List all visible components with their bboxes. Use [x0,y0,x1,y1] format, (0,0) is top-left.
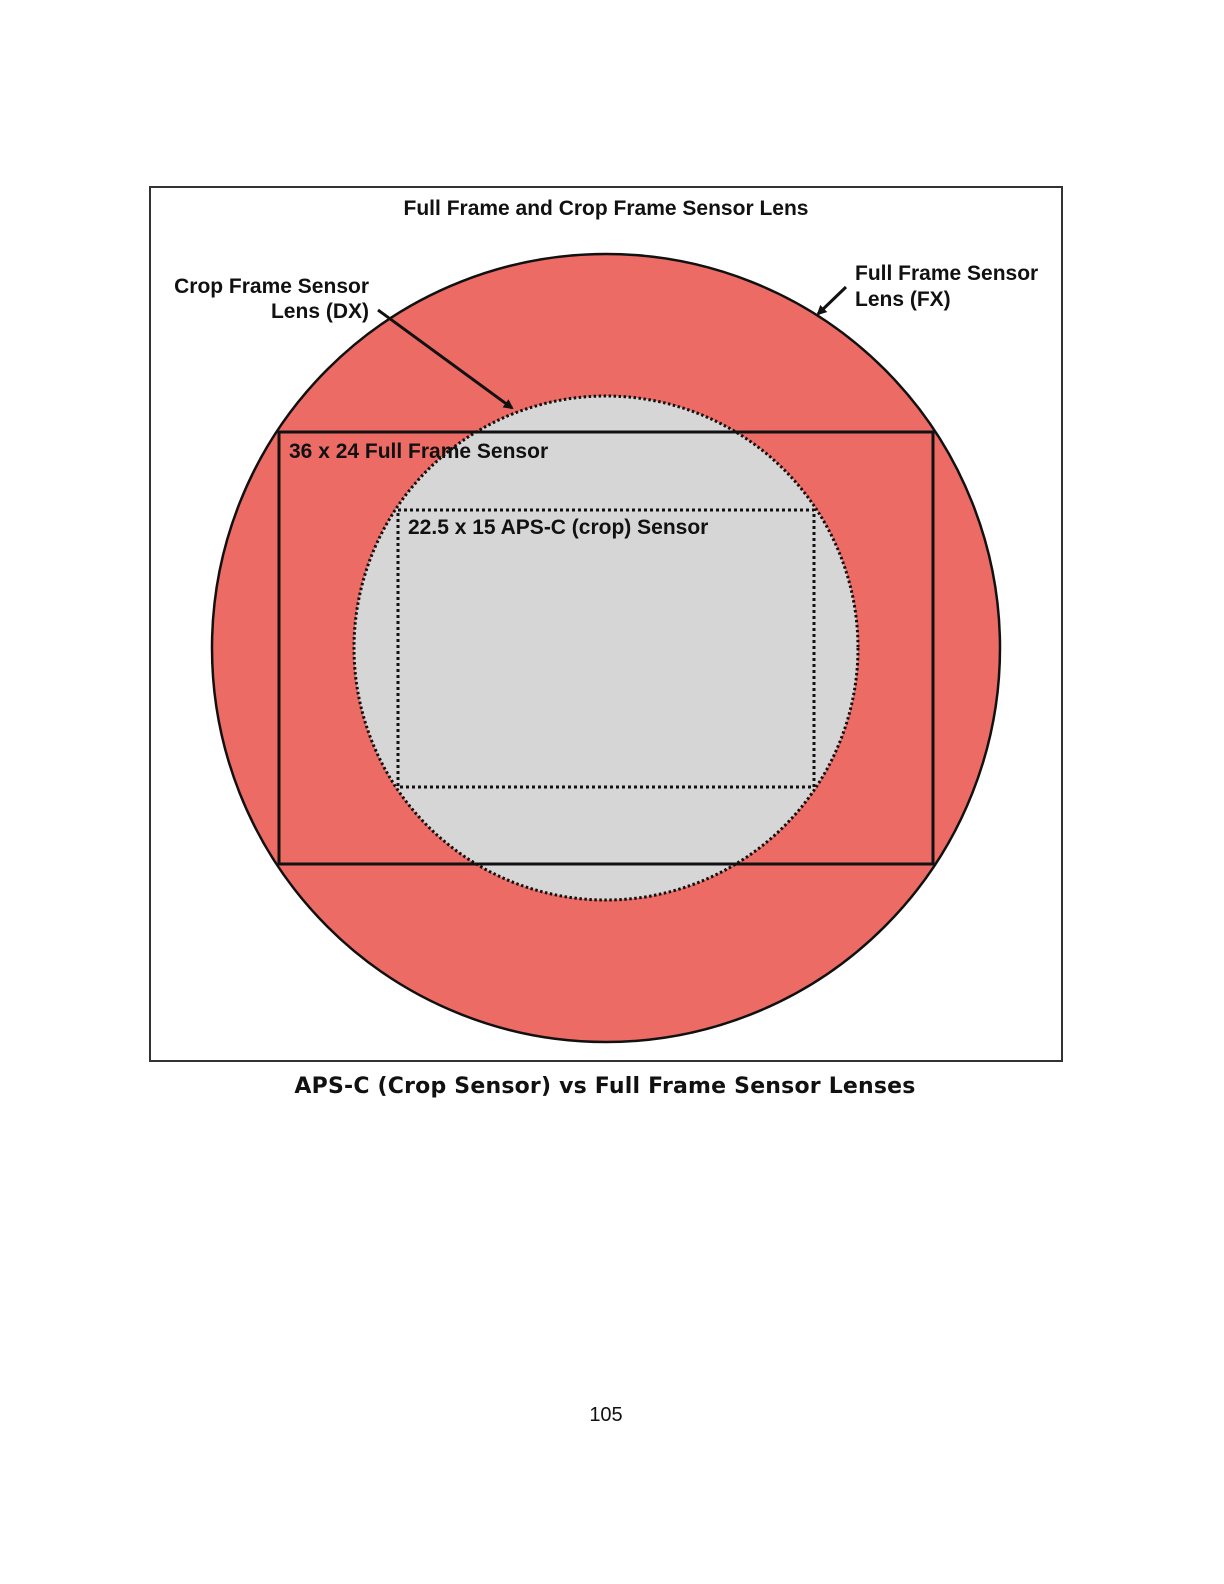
page-number: 105 [589,1404,623,1426]
crop-lens-label-line1: Crop Frame Sensor [174,275,369,298]
crop-lens-label-line2: Lens (DX) [270,300,369,323]
full-frame-sensor-label: 36 x 24 Full Frame Sensor [289,440,549,463]
full-lens-label-line1: Full Frame Sensor [855,262,1039,285]
figure-title: Full Frame and Crop Frame Sensor Lens [403,197,809,220]
crop-frame-lens-circle [354,396,858,900]
aps-c-sensor-label: 22.5 x 15 APS-C (crop) Sensor [408,516,709,539]
full-lens-label-line2: Lens (FX) [855,288,951,311]
figure-caption: APS-C (Crop Sensor) vs Full Frame Sensor Lenses [294,1074,916,1099]
